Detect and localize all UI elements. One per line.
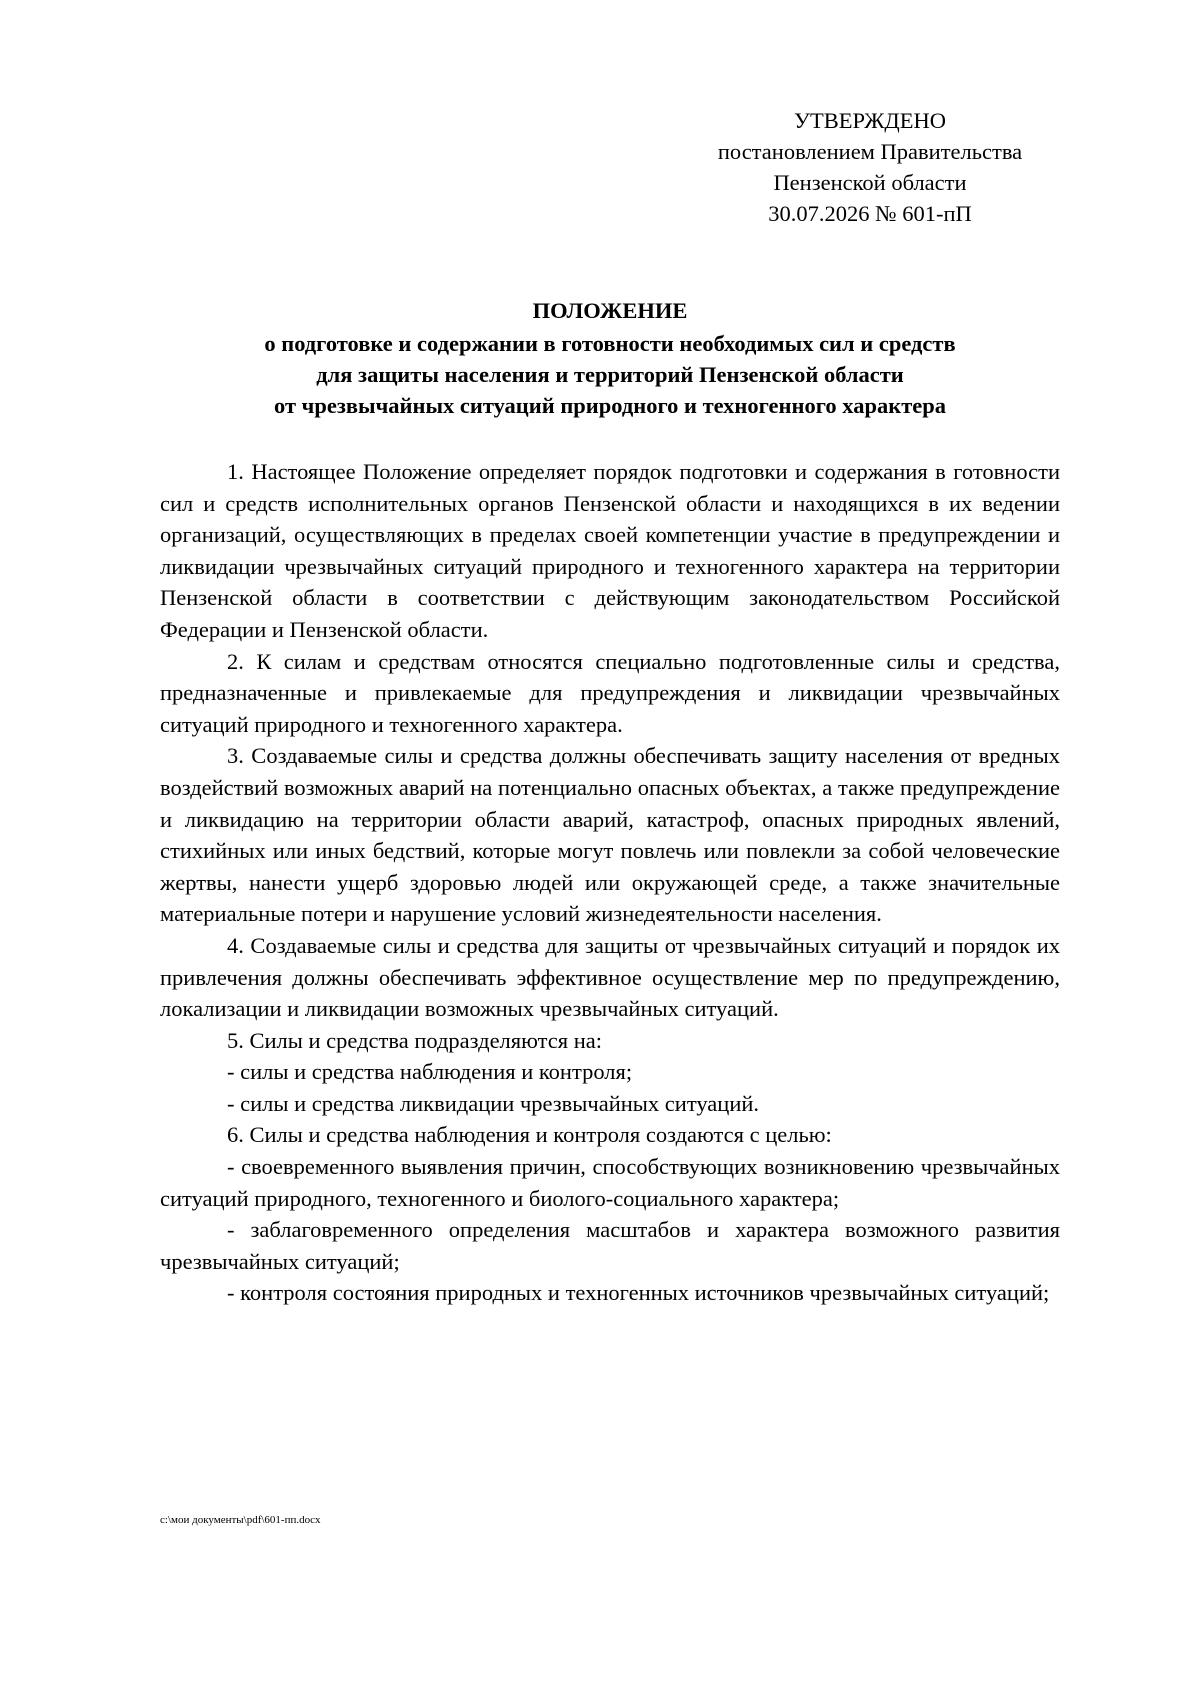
paragraph-1: 1. Настоящее Положение определяет порядок подготовки и содержания в готовности сил и средств исполнительных органов Пензенской области и находящихся в их ведении организаций, осуществляющих в пределах своей компетенции участие в предупреждении и ликвидации чрезвычайных ситуаций природного и техногенного характера на территории Пензенской области в соответствии с действующим законодательством Российской Федерации и Пензенской области. xyxy=(160,459,1060,642)
document-body xyxy=(160,456,1060,1309)
list-item-liquidation: - силы и средства ликвидации чрезвычайных ситуаций. xyxy=(227,1090,760,1116)
approval-date-number: 30.07.2026 № 601-пП xyxy=(768,201,972,226)
list-item-monitoring: - контроля состояния природных и техногенных источников чрезвычайных ситуаций; xyxy=(227,1280,1050,1306)
title-main: ПОЛОЖЕНИЕ xyxy=(532,298,688,323)
document-title xyxy=(160,295,1060,421)
approval-heading: УТВЕРЖДЕНО xyxy=(794,108,946,133)
paragraph-6: 6. Силы и средства наблюдения и контроля создаются с целью: xyxy=(227,1122,832,1148)
title-subline-3: от чрезвычайных ситуаций природного и техногенного характера xyxy=(274,393,946,418)
paragraph-2: 2. К силам и средствам относятся специально подготовленные силы и средства, предназначенные и привлекаемые для предупреждения и ликвидации чрезвычайных ситуаций природного и техногенного характера. xyxy=(160,648,1060,737)
approval-stamp xyxy=(680,105,1060,229)
paragraph-3: 3. Создаваемые силы и средства должны обеспечивать защиту населения от вредных воздействий возможных аварий на потенциально опасных объектах, а также предупреждение и ликвидацию на территории области аварий, катастроф, опасных природных явлений, стихийных или иных бедствий, которые могут повлечь или повлекли за собой человеческие жертвы, нанести ущерб здоровью людей или окружающей среде, а также значительные материальные потери и нарушение условий жизнедеятельности населения. xyxy=(160,743,1060,927)
list-item-detection: - своевременного выявления причин, способствующих возникновению чрезвычайных ситуаций природного, техногенного и биолого-социального характера; xyxy=(160,1154,1060,1211)
paragraph-4: 4. Создаваемые силы и средства для защиты от чрезвычайных ситуаций и порядок их привлечения должны обеспечивать эффективное осуществление мер по предупреждению, локализации и ликвидации возможных чрезвычайных ситуаций. xyxy=(160,932,1060,1022)
list-item-assessment: - заблаговременного определения масштабов и характера возможного развития чрезвычайных ситуаций; xyxy=(160,1217,1060,1274)
file-path-footer: c:\мои документы\pdf\601-пп.docx xyxy=(160,1514,321,1526)
approval-authority: постановлением Правительства xyxy=(717,139,1023,164)
list-item-observation: - силы и средства наблюдения и контроля; xyxy=(227,1059,633,1085)
paragraph-5: 5. Силы и средства подразделяются на: xyxy=(227,1027,602,1053)
title-subline-1: о подготовке и содержании в готовности необходимых сил и средств xyxy=(264,331,956,356)
title-subline-2: для защиты населения и территорий Пензенской области xyxy=(316,362,904,387)
approval-region: Пензенской области xyxy=(773,170,967,195)
